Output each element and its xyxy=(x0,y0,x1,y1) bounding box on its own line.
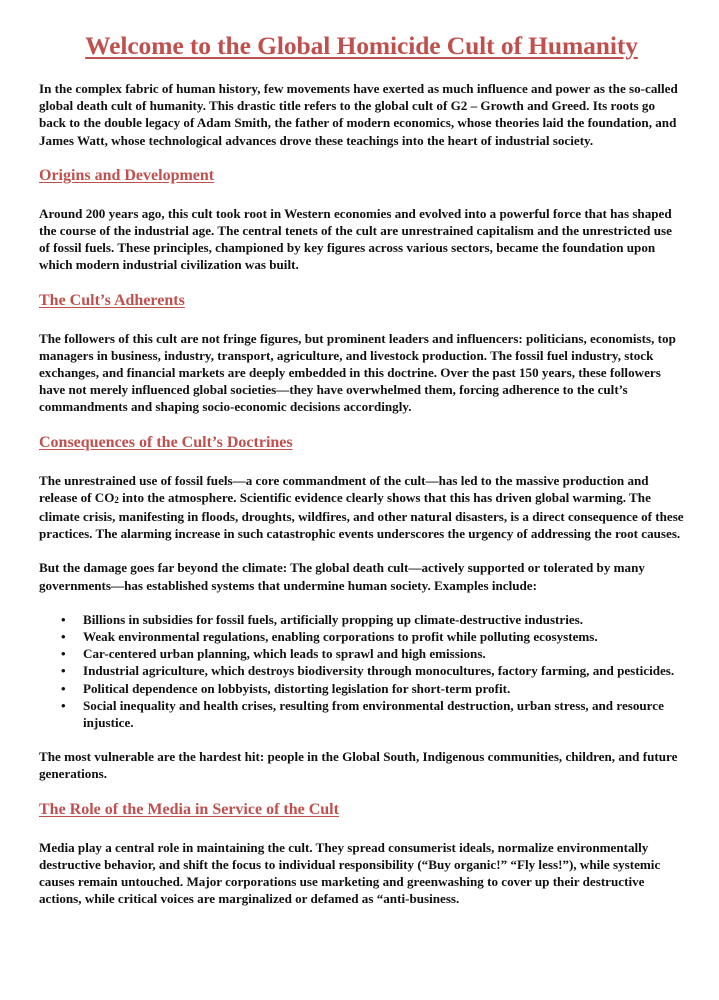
bullet-icon: • xyxy=(61,611,66,627)
list-item-text: Billions in subsidies for fossil fuels, artificially propping up climate-destructive industries. xyxy=(83,611,584,627)
bullet-icon: • xyxy=(61,629,66,645)
media-paragraph: Media play a central role in maintaining the cult. They spread consumerist ideals, normalize environmentally destructive behavior, and shift the focus to individual responsibility (“Buy organic!” “Fly less!”), while systemic causes remain untouched. Major corporations use marketing and greenwashing to cover up their destructive actions, while critical voices are marginalized or defamed as “anti-business. xyxy=(39,839,661,907)
page-title: Welcome to the Global Homicide Cult of Humanity xyxy=(85,31,638,60)
bullet-icon: • xyxy=(61,646,66,662)
list-item-text: Political dependence on lobbyists, distorting legislation for short-term profit. xyxy=(83,680,511,696)
document-page xyxy=(39,30,684,925)
list-item-text: Social inequality and health crises, resulting from environmental destruction, urban stress, and resource injustice. xyxy=(83,697,664,731)
consequences-paragraph-2: But the damage goes far beyond the climate: The global death cult—actively supported or tolerated by many governments—has established systems that undermine human society. Examples include: xyxy=(39,560,645,593)
section-heading-media: The Role of the Media in Service of the Cult xyxy=(39,800,339,818)
section-adherents xyxy=(39,291,684,416)
co2-subscript: 2 xyxy=(114,494,119,505)
co2-text-after: into the atmosphere. Scientific evidence clearly shows that this has driven global warming. The climate crisis, manifesting in floods, droughts, wildfires, and other natural disasters, is a direct consequence of these practices. The alarming increase in such catastrophic events underscores the urgency of addressing the root causes. xyxy=(39,489,684,542)
list-item xyxy=(61,645,684,662)
list-item xyxy=(61,611,684,628)
list-item xyxy=(61,697,684,731)
consequences-paragraph-1 xyxy=(39,472,684,543)
list-item-text: Weak environmental regulations, enabling corporations to profit while polluting ecosystems. xyxy=(83,629,598,645)
section-heading-adherents: The Cult’s Adherents xyxy=(39,291,185,309)
bullet-icon: • xyxy=(61,680,66,696)
co2-text-before: The unrestrained use of fossil fuels—a core commandment of the cult—has led to the massive production and release of CO xyxy=(39,472,649,505)
bullet-icon: • xyxy=(61,697,66,713)
section-origins xyxy=(39,166,684,274)
intro-paragraph: In the complex fabric of human history, few movements have exerted as much influence and power as the so-called global death cult of humanity. This drastic title refers to the global cult of G2 – Growth and Greed. Its roots go back to the double legacy of Adam Smith, the father of modern economics, whose theories laid the foundation, and James Watt, whose technological advances drove these teachings into the heart of industrial society. xyxy=(39,81,678,148)
origins-paragraph: Around 200 years ago, this cult took root in Western economies and evolved into a powerful force that has shaped the course of the industrial age. The central tenets of the cult are unrestrained capitalism and the unrestricted use of fossil fuels. These principles, championed by key figures across various sectors, became the foundation upon which modern industrial civilization was built. xyxy=(39,205,672,273)
list-item-text: Car-centered urban planning, which leads to sprawl and high emissions. xyxy=(83,646,486,662)
list-item-text: Industrial agriculture, which destroys biodiversity through monocultures, factory farming, and pesticides. xyxy=(83,663,675,679)
section-media xyxy=(39,800,684,908)
section-heading-consequences: Consequences of the Cult’s Doctrines xyxy=(39,433,293,451)
adherents-paragraph: The followers of this cult are not fringe figures, but prominent leaders and influencers: politicians, economists, top managers in business, industry, transport, agriculture, and livestock production. The fossil fuel industry, stock exchanges, and financial markets are deeply embedded in this doctrine. Over the past 150 years, these followers have not merely influenced global societies—they have overwhelmed them, forcing adherence to the cult’s commandments and shaping socio-economic decisions accordingly. xyxy=(39,330,676,415)
consequences-paragraph-3: The most vulnerable are the hardest hit: people in the Global South, Indigenous communities, children, and future generations. xyxy=(39,749,678,782)
section-consequences xyxy=(39,433,684,783)
list-item xyxy=(61,628,684,645)
list-item xyxy=(61,662,684,679)
section-heading-origins: Origins and Development xyxy=(39,166,215,184)
bullet-icon: • xyxy=(61,663,66,679)
list-item xyxy=(61,680,684,697)
examples-list xyxy=(39,611,684,731)
